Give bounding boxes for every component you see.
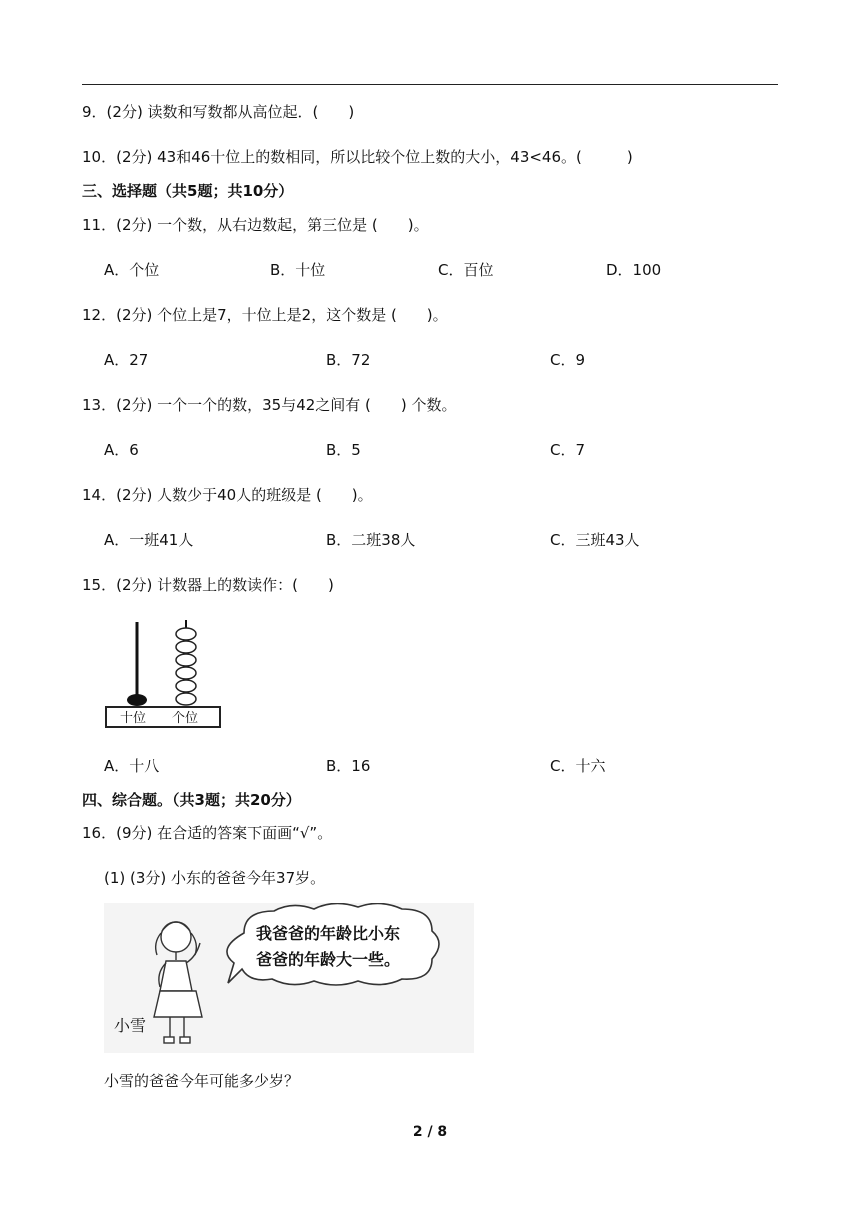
ones-beads — [176, 628, 196, 705]
speech-line-2: 爸爸的年龄大一些。 — [256, 950, 401, 969]
question-14: 14．(2分) 人数少于40人的班级是 ( )。 — [82, 486, 373, 504]
question-10: 10．(2分) 43和46十位上的数相同，所以比较个位上数的大小，43<46。( ) — [82, 148, 633, 166]
q13-option-c: C．7 — [550, 441, 586, 459]
tens-label: 十位 — [120, 711, 147, 726]
q11-option-a: A．个位 — [104, 261, 160, 279]
girl-name: 小雪 — [114, 1016, 147, 1035]
q12-option-a: A．27 — [104, 351, 149, 369]
q11-option-c: C．百位 — [438, 261, 494, 279]
page-number: 2 / 8 — [412, 1124, 448, 1140]
question-12: 12．(2分) 个位上是7，十位上是2，这个数是 ( )。 — [82, 306, 448, 324]
q14-option-c: C．三班43人 — [550, 531, 640, 549]
question-9: 9．(2分) 读数和写数都从高位起．( ) — [82, 103, 355, 121]
speech-line-1: 我爸爸的年龄比小东 — [256, 924, 401, 943]
q15-option-a: A．十八 — [104, 757, 160, 775]
tens-bead — [127, 694, 147, 706]
q12-option-c: C．9 — [550, 351, 586, 369]
header-rule — [82, 84, 778, 85]
girl-speech-illustration — [104, 903, 474, 1053]
q11-option-b: B．十位 — [270, 261, 326, 279]
question-15: 15．(2分) 计数器上的数读作：( ) — [82, 576, 334, 594]
speech-bubble — [227, 903, 439, 985]
q14-option-a: A．一班41人 — [104, 531, 194, 549]
abacus-figure — [100, 614, 230, 738]
section-3-heading: 三、选择题（共5题；共10分） — [82, 182, 294, 200]
q11-option-d: D．100 — [606, 261, 662, 279]
q15-option-c: C．十六 — [550, 757, 606, 775]
section-4-heading: 四、综合题。（共3题；共20分） — [82, 791, 301, 809]
question-11: 11．(2分) 一个数，从右边数起，第三位是 ( )。 — [82, 216, 429, 234]
q12-option-b: B．72 — [326, 351, 371, 369]
question-16: 16．(9分) 在合适的答案下面画“√”。 — [82, 824, 333, 842]
question-13: 13．(2分) 一个一个的数，35与42之间有 ( ) 个数。 — [82, 396, 457, 414]
q14-option-b: B．二班38人 — [326, 531, 416, 549]
question-16-part-1-prompt: 小雪的爸爸今年可能多少岁？ — [104, 1072, 300, 1090]
q13-option-b: B．5 — [326, 441, 361, 459]
q15-option-b: B．16 — [326, 757, 371, 775]
ones-label: 个位 — [172, 711, 199, 726]
question-16-part-1: (1) (3分) 小东的爸爸今年37岁。 — [104, 869, 326, 887]
q13-option-a: A．6 — [104, 441, 139, 459]
